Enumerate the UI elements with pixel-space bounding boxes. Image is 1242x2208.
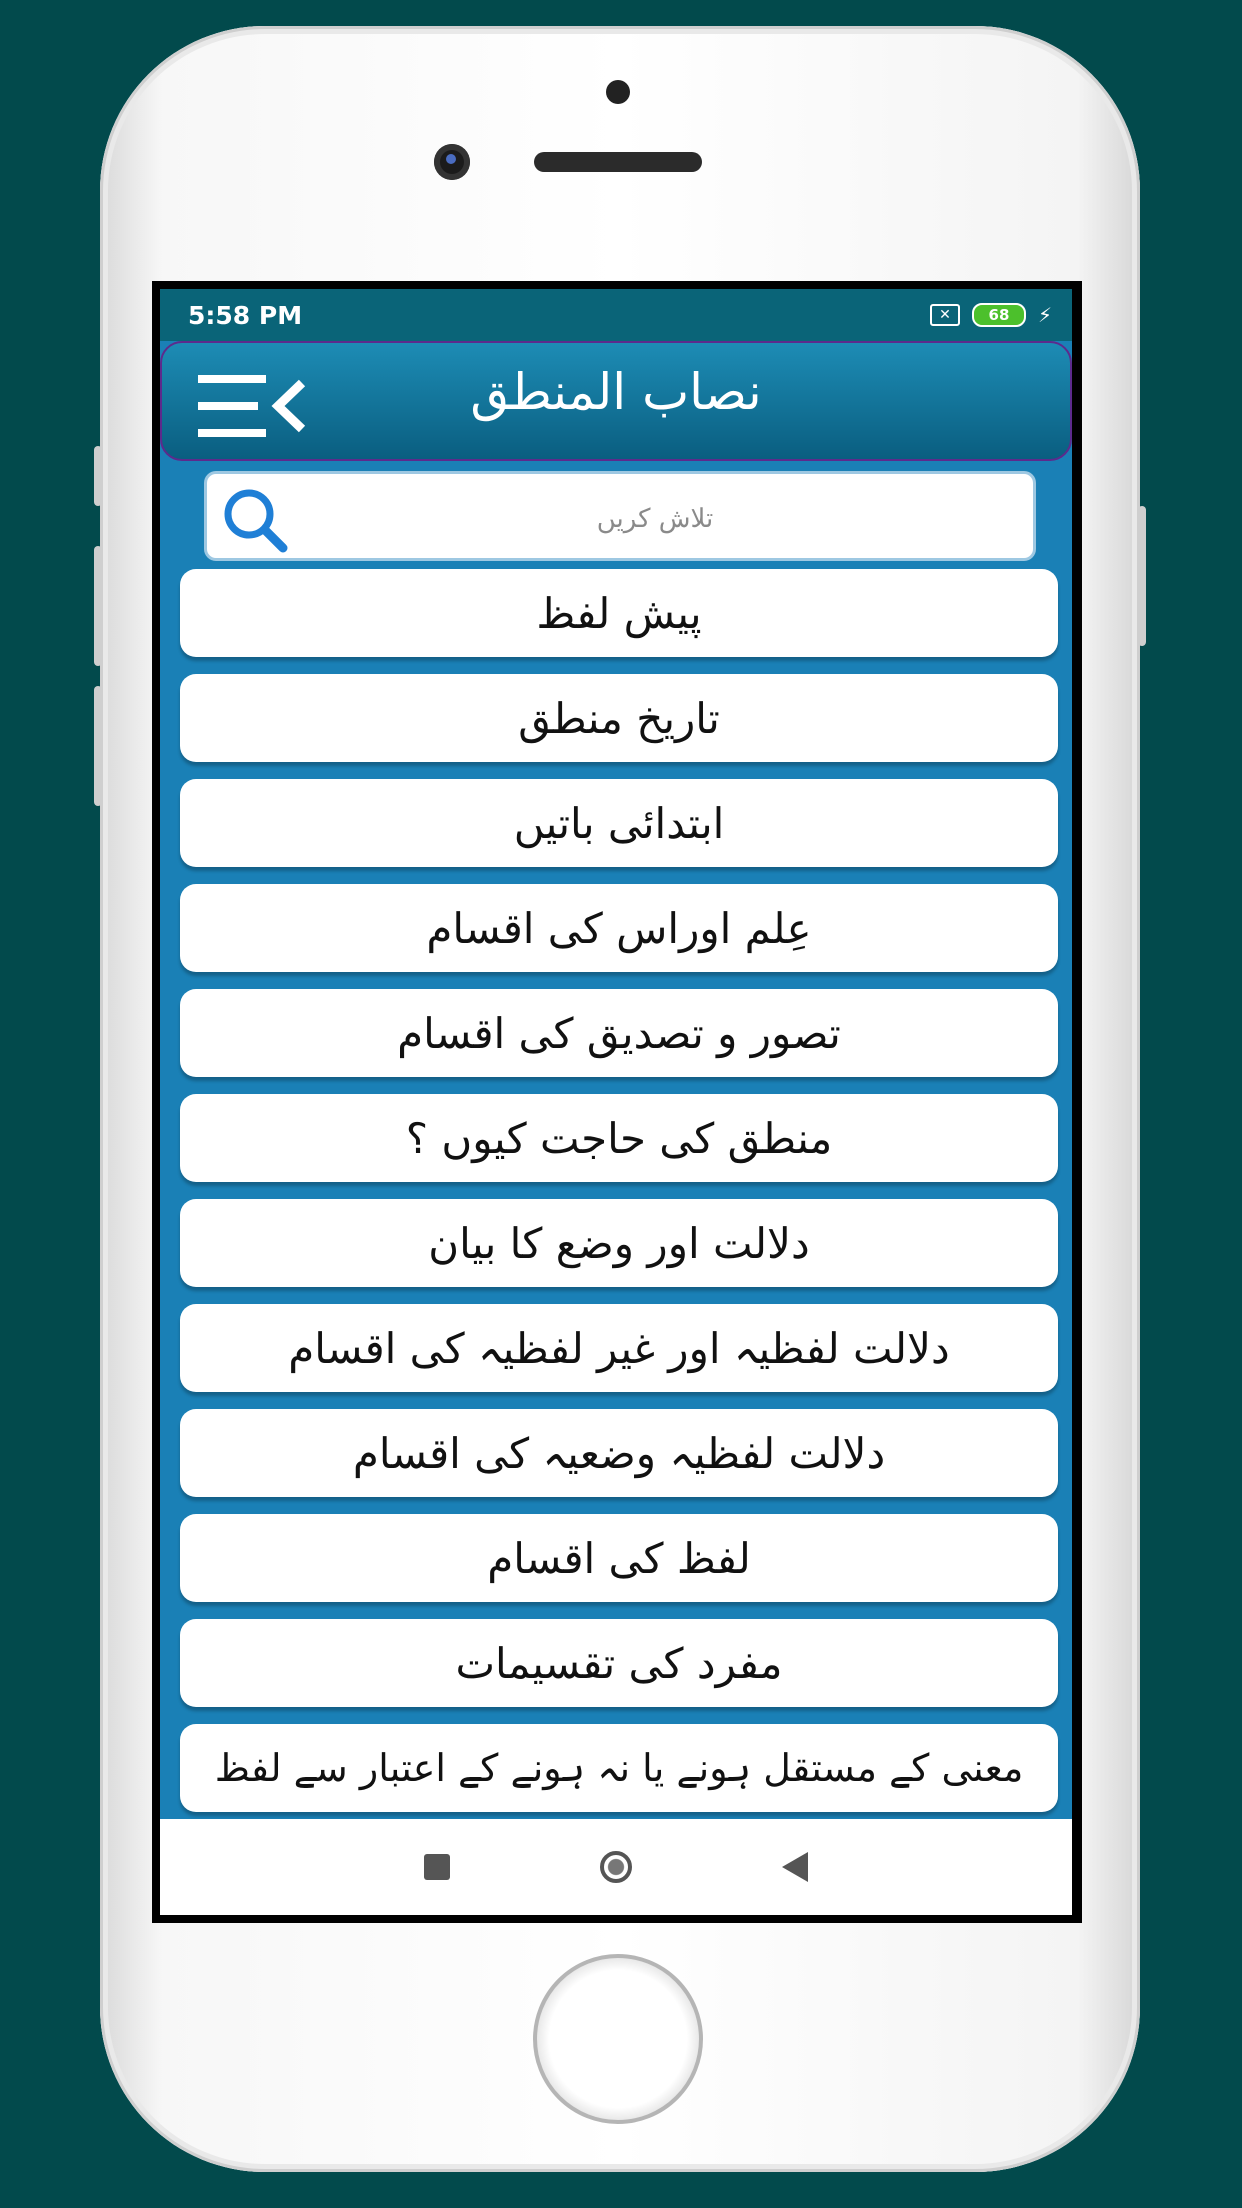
phone-screen <box>152 281 1082 1923</box>
list-item[interactable]: لفظ کی اقسام <box>180 1514 1058 1602</box>
volume-up-button <box>94 546 102 666</box>
list-item[interactable]: مفرد کی تقسیمات <box>180 1619 1058 1707</box>
list-item[interactable]: ابتدائی باتیں <box>180 779 1058 867</box>
recents-square-icon[interactable] <box>424 1854 450 1880</box>
battery-level: 68 <box>988 306 1010 324</box>
charging-bolt-icon: ⚡ <box>1037 303 1052 327</box>
status-time: 5:58 PM <box>188 300 303 330</box>
home-button[interactable] <box>533 1954 703 2124</box>
android-nav-bar <box>160 1819 1072 1915</box>
home-circle-icon[interactable] <box>600 1851 632 1883</box>
mute-switch <box>94 446 102 506</box>
app-title: نصاب المنطق <box>470 363 762 421</box>
sim-off-icon: ✕ <box>930 304 960 326</box>
battery-icon <box>972 303 1026 327</box>
list-item[interactable]: عِلم اوراس کی اقسام <box>180 884 1058 972</box>
volume-down-button <box>94 686 102 806</box>
list-item[interactable]: تاریخ منطق <box>180 674 1058 762</box>
list-item[interactable]: دلالت اور وضع کا بیان <box>180 1199 1058 1287</box>
proximity-sensor <box>606 80 630 104</box>
search-icon[interactable] <box>219 484 291 556</box>
list-item[interactable]: دلالت لفظیہ اور غیر لفظیہ کی اقسام <box>180 1304 1058 1392</box>
list-item[interactable]: منطق کی حاجت کیوں ؟ <box>180 1094 1058 1182</box>
list-item[interactable]: معنی کے مستقل ہونے یا نہ ہونے کے اعتبار سے لفظ <box>180 1724 1058 1812</box>
search-bar[interactable] <box>204 471 1036 561</box>
front-camera <box>434 144 470 180</box>
list-item[interactable]: تصور و تصدیق کی اقسام <box>180 989 1058 1077</box>
app-bar <box>160 341 1072 461</box>
search-input[interactable] <box>297 488 1013 550</box>
back-triangle-icon[interactable] <box>782 1852 808 1882</box>
earpiece-speaker <box>534 152 702 172</box>
power-button <box>1138 506 1146 646</box>
list-item[interactable]: پیش لفظ <box>180 569 1058 657</box>
chapter-list <box>180 569 1058 1829</box>
list-item[interactable]: دلالت لفظیہ وضعیہ کی اقسام <box>180 1409 1058 1497</box>
status-bar <box>160 289 1072 341</box>
